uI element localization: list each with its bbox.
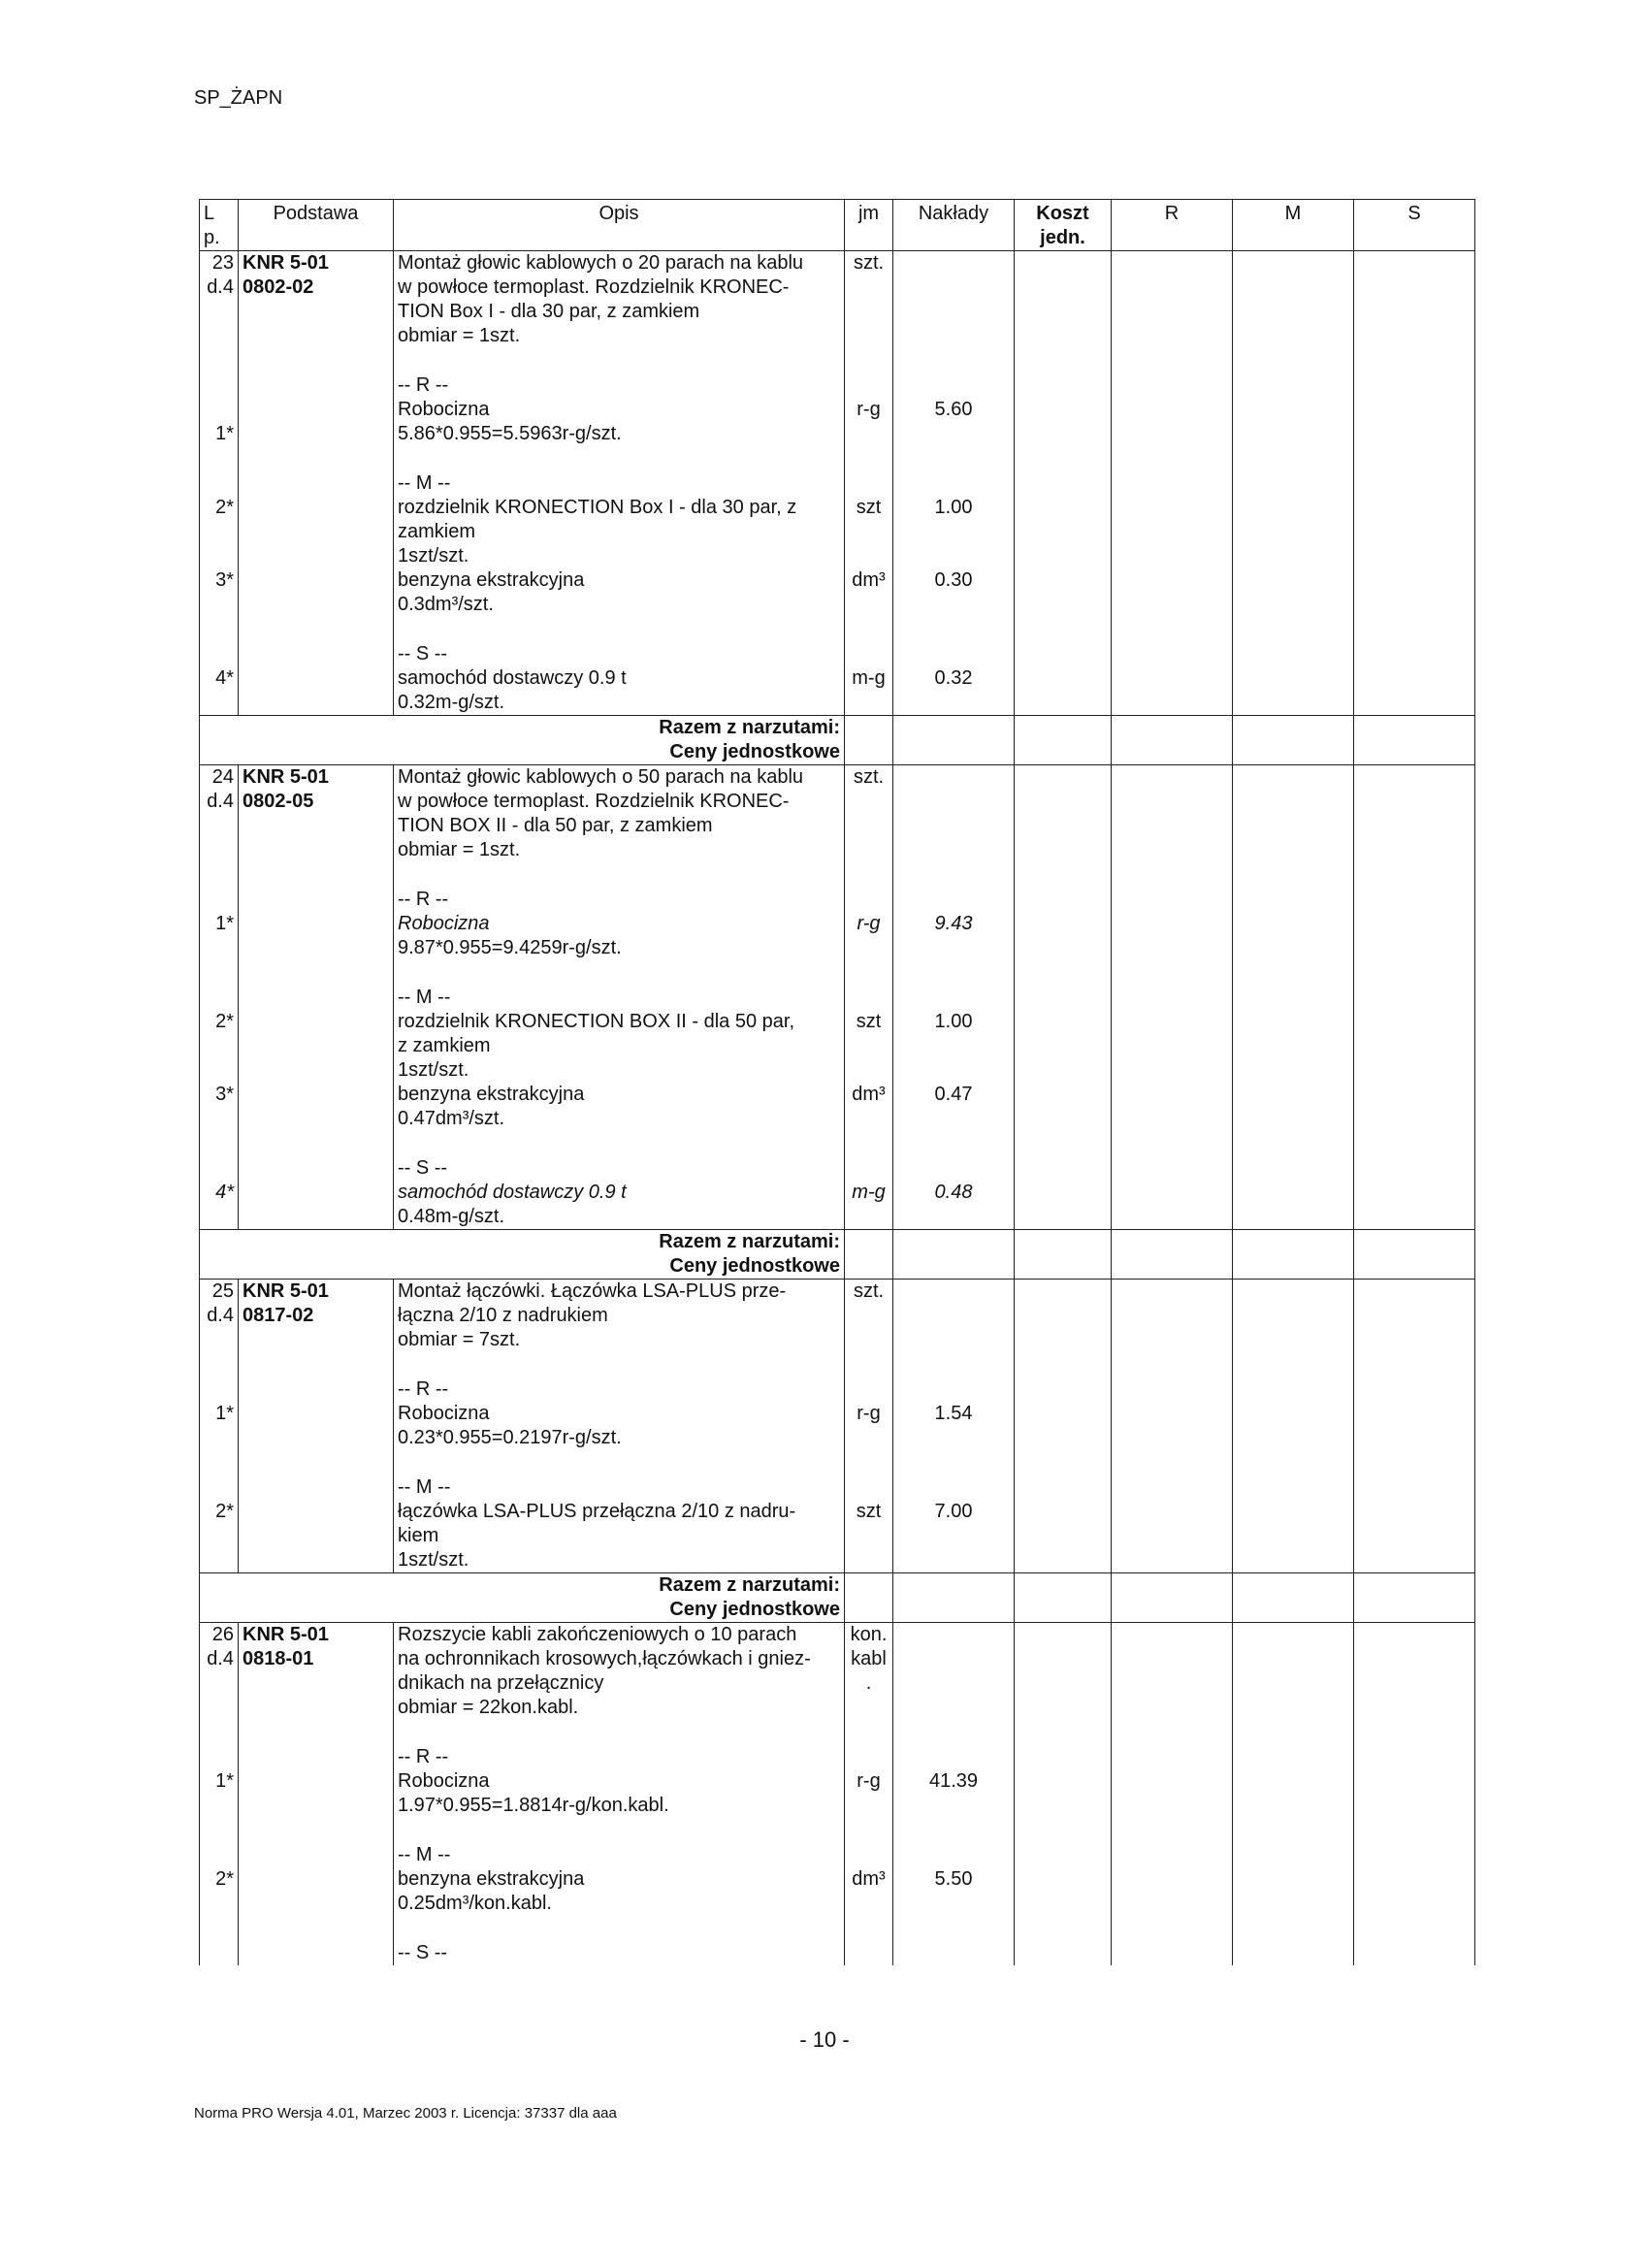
section-label-m: -- M --	[398, 472, 451, 494]
summary-row	[200, 716, 1475, 765]
summary-label-prices: Ceny jednostkowe	[669, 1255, 840, 1277]
item-unit: m-g	[845, 1156, 893, 1230]
item-calc: 0.25dm³/kon.kabl.	[398, 1893, 552, 1914]
cost-estimate-table	[199, 199, 1475, 1965]
document-header: SP_ŻAPN	[194, 87, 283, 109]
section-label-m: -- M --	[398, 987, 451, 1008]
item-desc: kiem	[398, 1525, 439, 1546]
section-label-r: -- R --	[398, 1746, 449, 1767]
position-unit: szt.	[845, 765, 893, 863]
position-quantity: obmiar = 1szt.	[398, 839, 521, 860]
item-unit: dm³	[845, 568, 893, 617]
item-calc: 1.97*0.955=1.8814r-g/kon.kabl.	[398, 1795, 669, 1816]
item-unit: szt	[845, 471, 893, 568]
col-header-desc: Opis	[394, 200, 845, 251]
position-base: KNR 5-01	[242, 766, 329, 788]
position-code: 0802-05	[242, 791, 314, 812]
table-row	[200, 888, 1475, 960]
item-desc: benzyna ekstrakcyjna	[398, 569, 585, 591]
position-desc-line: w powłoce termoplast. Rozdzielnik KRONEC-	[398, 791, 790, 812]
position-base: KNR 5-01	[242, 1624, 329, 1645]
item-qty: 0.48	[893, 1156, 1015, 1230]
table-row	[200, 1745, 1475, 1818]
item-qty: 1.54	[893, 1377, 1015, 1450]
item-qty: 1.00	[893, 471, 1015, 568]
item-number: 4*	[200, 642, 239, 716]
item-calc: 0.48m-g/szt.	[398, 1206, 505, 1227]
col-header-unit-cost: Koszt jedn.	[1015, 200, 1112, 251]
position-unit-cont: kabl	[851, 1648, 887, 1669]
position-number: 26	[211, 1624, 234, 1645]
table-row	[200, 251, 1475, 349]
position-desc-line: dnikach na przełącznicy	[398, 1672, 604, 1694]
item-desc: samochód dostawczy 0.9 t	[398, 667, 627, 689]
section-label-r: -- R --	[398, 374, 449, 396]
position-chapter: d.4	[207, 791, 234, 812]
item-desc: rozdzielnik KRONECTION Box I - dla 30 par, z	[398, 497, 797, 518]
position-desc-line: Montaż głowic kablowych o 50 parach na kablu	[398, 766, 804, 788]
item-number: 1*	[200, 373, 239, 446]
item-unit: szt	[845, 986, 893, 1083]
item-qty: 0.32	[893, 642, 1015, 716]
item-qty: 1.00	[893, 986, 1015, 1083]
position-desc-line: TION BOX II - dla 50 par, z zamkiem	[398, 815, 713, 836]
item-calc: 0.47dm³/szt.	[398, 1108, 505, 1129]
position-desc-line: w powłoce termoplast. Rozdzielnik KRONEC-	[398, 276, 790, 298]
position-chapter: d.4	[207, 1648, 234, 1669]
position-desc-line: łączna 2/10 z nadrukiem	[398, 1305, 608, 1326]
section-label-m: -- M --	[398, 1844, 451, 1865]
item-unit: dm³	[845, 1083, 893, 1131]
position-desc-line: na ochronnikach krosowych,łączówkach i gniez-	[398, 1648, 811, 1669]
table-row	[200, 1941, 1475, 1965]
item-desc: benzyna ekstrakcyjna	[398, 1868, 585, 1890]
position-unit: szt.	[845, 1280, 893, 1353]
item-desc: Robocizna	[398, 399, 490, 420]
item-desc: zamkiem	[398, 521, 476, 542]
item-calc: 1szt/szt.	[398, 1549, 469, 1571]
table-header	[200, 200, 1475, 251]
table-row	[200, 1475, 1475, 1573]
table-row	[200, 1377, 1475, 1450]
summary-label-prices: Ceny jednostkowe	[669, 741, 840, 762]
item-desc: Robocizna	[398, 1403, 490, 1424]
section-label-s: -- S --	[398, 643, 448, 664]
item-calc: 0.32m-g/szt.	[398, 692, 505, 713]
section-label-m: -- M --	[398, 1476, 451, 1498]
item-number: 4*	[200, 1156, 239, 1230]
item-desc: Robocizna	[398, 913, 490, 934]
item-calc: 1szt/szt.	[398, 545, 469, 567]
item-desc: benzyna ekstrakcyjna	[398, 1084, 585, 1105]
table-row	[200, 1280, 1475, 1353]
col-header-lp: L p.	[200, 200, 239, 251]
item-qty: 41.39	[893, 1745, 1015, 1818]
item-qty: 9.43	[893, 888, 1015, 960]
item-calc: 1szt/szt.	[398, 1059, 469, 1081]
item-desc: samochód dostawczy 0.9 t	[398, 1182, 627, 1203]
position-code: 0802-02	[242, 276, 314, 298]
position-desc-line: Rozszycie kabli zakończeniowych o 10 parach	[398, 1624, 797, 1645]
table-row	[200, 471, 1475, 568]
item-unit: r-g	[845, 888, 893, 960]
item-desc: z zamkiem	[398, 1035, 491, 1056]
section-label-s: -- S --	[398, 1157, 448, 1179]
item-desc: rozdzielnik KRONECTION BOX II - dla 50 par,	[398, 1011, 795, 1032]
item-unit: r-g	[845, 1377, 893, 1450]
table-row	[200, 568, 1475, 617]
col-header-s: S	[1354, 200, 1475, 251]
position-base: KNR 5-01	[242, 252, 329, 274]
position-code: 0818-01	[242, 1648, 314, 1669]
item-number: 2*	[200, 1475, 239, 1573]
item-unit: r-g	[845, 1745, 893, 1818]
section-label-s: -- S --	[394, 1941, 845, 1965]
position-quantity: obmiar = 7szt.	[398, 1329, 521, 1350]
position-quantity: obmiar = 1szt.	[398, 325, 521, 346]
position-desc-line: Montaż głowic kablowych o 20 parach na kablu	[398, 252, 804, 274]
col-header-unit: jm	[845, 200, 893, 251]
section-label-r: -- R --	[398, 889, 449, 910]
summary-label-prices: Ceny jednostkowe	[669, 1599, 840, 1620]
item-qty: 5.60	[893, 373, 1015, 446]
position-number: 24	[211, 766, 234, 788]
item-qty: 7.00	[893, 1475, 1015, 1573]
item-number: 2*	[200, 1843, 239, 1916]
item-desc: Robocizna	[398, 1770, 490, 1792]
summary-label: Razem z narzutami:	[659, 1574, 840, 1596]
item-unit: szt	[845, 1475, 893, 1573]
item-number: 1*	[200, 1377, 239, 1450]
summary-row	[200, 1230, 1475, 1280]
table-row	[200, 642, 1475, 716]
col-header-qty: Nakłady	[893, 200, 1015, 251]
summary-label: Razem z narzutami:	[659, 1231, 840, 1252]
item-number: 2*	[200, 986, 239, 1083]
item-calc: 0.3dm³/szt.	[398, 594, 494, 615]
section-label-r: -- R --	[398, 1378, 449, 1400]
item-number: 3*	[200, 568, 239, 617]
item-number: 1*	[200, 888, 239, 960]
item-calc: 0.23*0.955=0.2197r-g/szt.	[398, 1427, 622, 1448]
table-row	[200, 1623, 1475, 1721]
col-header-m: M	[1233, 200, 1354, 251]
summary-row	[200, 1573, 1475, 1623]
position-chapter: d.4	[207, 1305, 234, 1326]
item-calc: 9.87*0.955=9.4259r-g/szt.	[398, 937, 622, 958]
table-row	[200, 1843, 1475, 1916]
position-number: 25	[211, 1280, 234, 1302]
table-row	[200, 373, 1475, 446]
col-header-base: Podstawa	[239, 200, 394, 251]
position-unit-dot: .	[865, 1672, 872, 1694]
position-quantity: obmiar = 22kon.kabl.	[398, 1697, 579, 1718]
position-unit: kon.	[850, 1624, 888, 1645]
item-unit: r-g	[845, 373, 893, 446]
table-row	[200, 1083, 1475, 1131]
item-number: 1*	[200, 1745, 239, 1818]
position-code: 0817-02	[242, 1305, 314, 1326]
footer-license: Norma PRO Wersja 4.01, Marzec 2003 r. Licencja: 37337 dla aaa	[194, 2105, 617, 2122]
table-row	[200, 1156, 1475, 1230]
item-unit: dm³	[845, 1843, 893, 1916]
position-chapter: d.4	[207, 276, 234, 298]
table-row	[200, 765, 1475, 863]
item-number: 2*	[200, 471, 239, 568]
item-unit: m-g	[845, 642, 893, 716]
position-number: 23	[211, 252, 234, 274]
item-number: 3*	[200, 1083, 239, 1131]
page-number: - 10 -	[799, 2027, 850, 2052]
position-desc-line: Montaż łączówki. Łączówka LSA-PLUS prze-	[398, 1280, 787, 1302]
col-header-r: R	[1112, 200, 1233, 251]
summary-label: Razem z narzutami:	[659, 717, 840, 738]
item-qty: 0.47	[893, 1083, 1015, 1131]
item-calc: 5.86*0.955=5.5963r-g/szt.	[398, 423, 622, 444]
table-row	[200, 986, 1475, 1083]
position-desc-line: TION Box I - dla 30 par, z zamkiem	[398, 301, 700, 322]
position-base: KNR 5-01	[242, 1280, 329, 1302]
item-qty: 0.30	[893, 568, 1015, 617]
item-desc: łączówka LSA-PLUS przełączna 2/10 z nadru-	[398, 1501, 796, 1522]
position-unit: szt.	[845, 251, 893, 349]
item-qty: 5.50	[893, 1843, 1015, 1916]
